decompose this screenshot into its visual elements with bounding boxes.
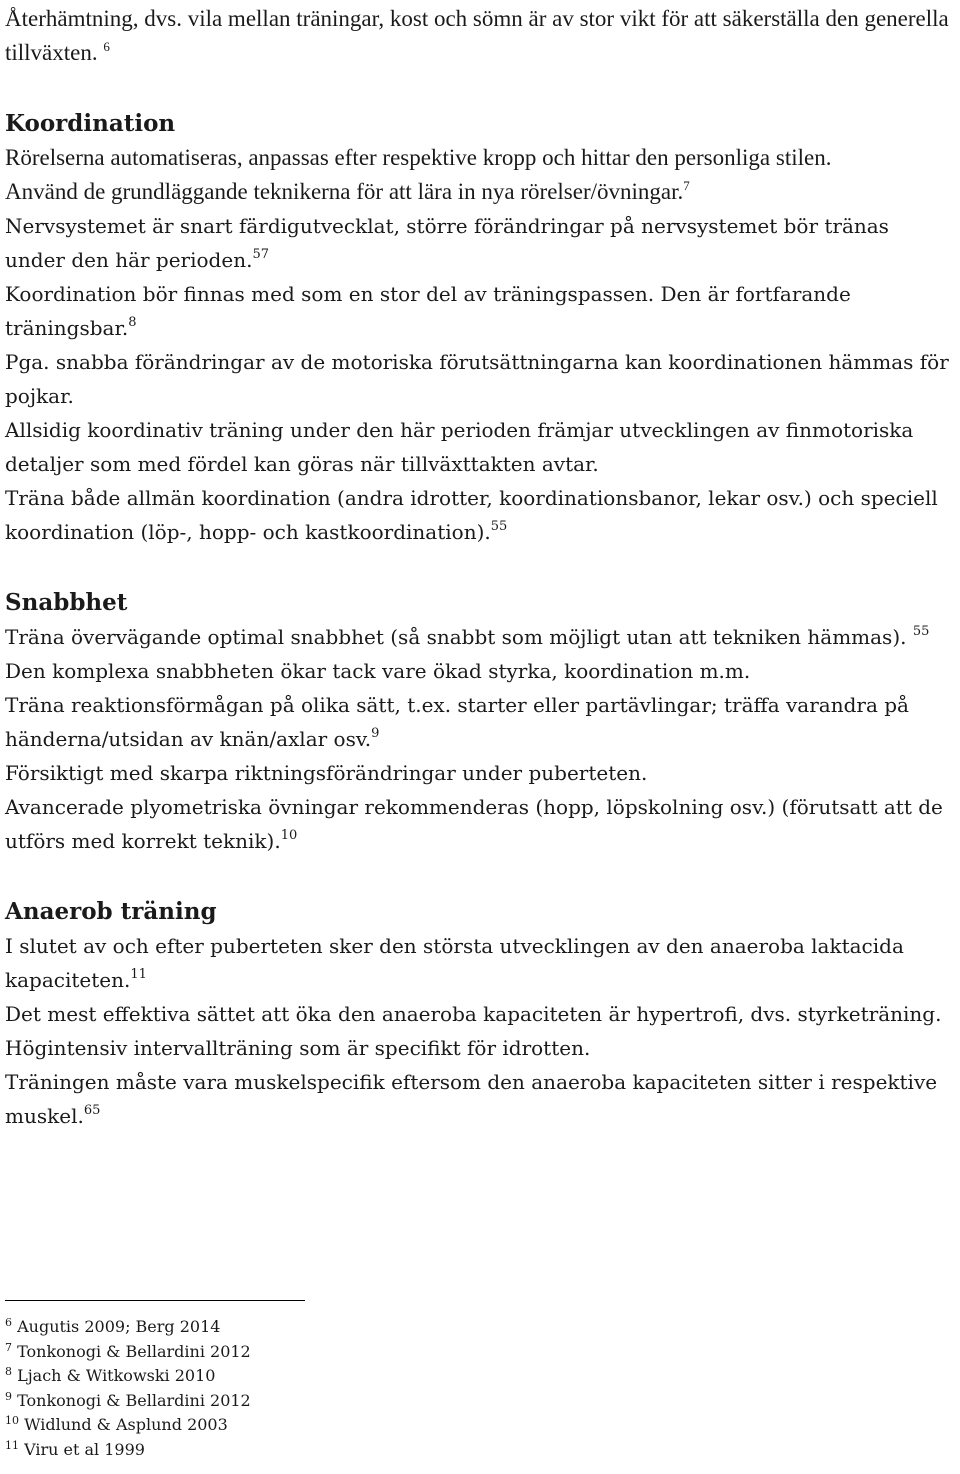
footnote-ref: 9 [371, 726, 380, 741]
heading-koordination: Koordination [5, 110, 176, 137]
footnote-ref: 55 [912, 624, 930, 639]
footnote-divider [5, 1300, 305, 1301]
footnote-ref: 8 [128, 315, 137, 330]
koordination-p7: Träna både allmän koordination (andra idrotter, koordinationsbanor, lekar osv.) och speciell koordination (löp-, hopp- och kastkoordination).$^{55}$ [5, 486, 938, 544]
koordination-p6: Allsidig koordinativ träning under den här perioden främjar utvecklingen av finmotoriska detaljer som med fördel kan göras när tillväxttakten avtar. [5, 418, 914, 476]
footnote-ref: 11 [130, 967, 147, 982]
footnote-ref: 10 [280, 828, 298, 843]
anaerob-p4: Träningen måste vara muskelspecifik eftersom den anaeroba kapaciteten sitter i respektive muskel.$^{65}$ [5, 1070, 938, 1128]
footnote-ref: 57 [252, 247, 269, 262]
anaerob-p3: Högintensiv intervallträning som är specifikt för idrotten. [5, 1036, 591, 1060]
intro-paragraph [5, 2, 955, 70]
koordination-p3: Nervsystemet är snart färdigutvecklat, större förändringar på nervsystemet bör tränas under den här perioden.$^{57}$ [5, 214, 889, 272]
footnote-ref: 65 [83, 1103, 101, 1118]
koordination-p1: Rörelserna automatiseras, anpassas efter respektive kropp och hittar den personliga stilen. [5, 145, 832, 170]
snabbhet-p4: Försiktigt med skarpa riktningsförändringar under puberteten. [5, 761, 648, 785]
snabbhet-p3: Träna reaktionsförmågan på olika sätt, t.ex. starter eller partävlingar; träffa varandra på händerna/utsidan av knän/axlar osv.$^9$ [5, 693, 909, 751]
anaerob-p2: Det mest effektiva sättet att öka den anaeroba kapaciteten är hypertrofi, dvs. styrketräning. [5, 1002, 942, 1026]
footnote-ref: 7 [683, 178, 690, 193]
footnote: $^{10}$ Widlund & Asplund 2003 [5, 1414, 228, 1435]
heading-snabbhet: Snabbhet [5, 589, 128, 616]
footnote: $^7$ Tonkonogi & Bellardini 2012 [5, 1340, 251, 1361]
footnotes [5, 1300, 505, 1463]
footnote-ref: 55 [490, 519, 508, 534]
koordination-p5: Pga. snabba förändringar av de motoriska förutsättningarna kan koordinationen hämmas för pojkar. [5, 350, 949, 408]
koordination-p4: Koordination bör finnas med som en stor del av träningspassen. Den är fortfarande träningsbar.$^8$ [5, 282, 851, 340]
footnote-ref: 6 [103, 39, 110, 54]
footnote: $^9$ Tonkonogi & Bellardini 2012 [5, 1389, 251, 1410]
snabbhet-p2: Den komplexa snabbheten ökar tack vare ökad styrka, koordination m.m. [5, 659, 751, 683]
anaerob-p1: I slutet av och efter puberteten sker den största utvecklingen av den anaeroba laktacida kapaciteten.$^{11}$ [5, 934, 904, 992]
intro-text: Återhämtning, dvs. vila mellan träningar, kost och sömn är av stor vikt för att säkerställa den generella tillväxten. [5, 6, 949, 65]
footnote: $^{11}$ Viru et al 1999 [5, 1438, 145, 1459]
snabbhet-p1: Träna övervägande optimal snabbhet (så snabbt som möjligt utan att tekniken hämmas). $^{55}$ [5, 624, 930, 649]
document-page [5, 2, 955, 1133]
footnote: $^6$ Augutis 2009; Berg 2014 [5, 1316, 221, 1336]
koordination-p2: Använd de grundläggande teknikerna för att lära in nya rörelser/övningar.$^7$ [5, 178, 690, 204]
snabbhet-p5: Avancerade plyometriska övningar rekommenderas (hopp, löpskolning osv.) (förutsatt att de utförs med korrekt teknik).$^{10}$ [5, 795, 943, 853]
footnote: $^8$ Ljach & Witkowski 2010 [5, 1365, 216, 1386]
heading-anaerob: Anaerob träning [5, 898, 217, 925]
